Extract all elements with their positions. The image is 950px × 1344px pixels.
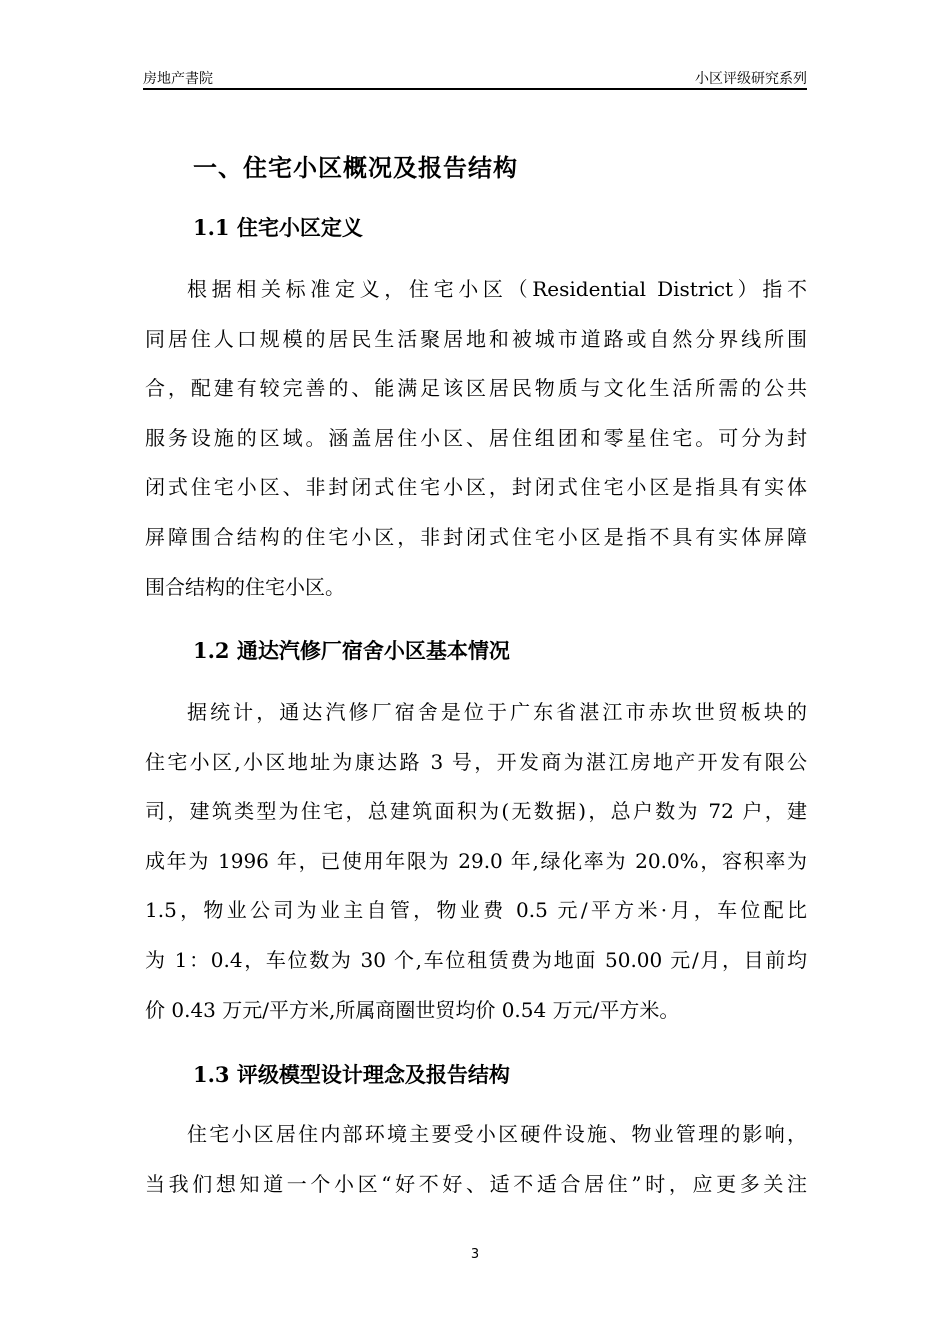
text-line: 司，建筑类型为住宅，总建筑面积为(无数据)，总户数为 72 户，建 [145, 799, 807, 824]
paragraph-model-design [145, 1110, 807, 1209]
text-line: 根据相关标准定义，住宅小区（Residential District）指不 [187, 277, 807, 301]
paragraph-definition [145, 265, 807, 612]
text-line: 服务设施的区域。涵盖居住小区、居住组团和零星住宅。可分为封 [145, 425, 807, 450]
text-line: 1.5，物业公司为业主自管，物业费 0.5 元/平方米·月，车位配比 [145, 898, 807, 923]
header-divider [143, 88, 807, 90]
heading-1-3: 1.3 评级模型设计理念及报告结构 [193, 1062, 510, 1087]
text-line: 据统计，通达汽修厂宿舍是位于广东省湛江市赤坎世贸板块的 [187, 700, 807, 724]
heading-1-1: 1.1 住宅小区定义 [193, 215, 363, 240]
text-line: 当我们想知道一个小区“好不好、适不适合居住”时，应更多关注 [145, 1171, 807, 1196]
text-line: 为 1：0.4，车位数为 30 个,车位租赁费为地面 50.00 元/月，目前均 [145, 947, 807, 972]
text-line: 住宅小区,小区地址为康达路 3 号，开发商为湛江房地产开发有限公 [145, 749, 807, 774]
page-header [143, 68, 807, 90]
header-series-title: 小区评级研究系列 [695, 71, 807, 87]
text-line: 价 0.43 万元/平方米,所属商圈世贸均价 0.54 万元/平方米。 [145, 997, 680, 1022]
text-line: 成年为 1996 年，已使用年限为 29.0 年,绿化率为 20.0%，容积率为 [145, 848, 807, 873]
text-line: 同居住人口规模的居民生活聚居地和被城市道路或自然分界线所围 [145, 326, 807, 351]
text-line: 围合结构的住宅小区。 [145, 574, 345, 599]
heading-1-2: 1.2 通达汽修厂宿舍小区基本情况 [193, 638, 510, 663]
text-line: 住宅小区居住内部环境主要受小区硬件设施、物业管理的影响， [187, 1122, 807, 1146]
text-line: 闭式住宅小区、非封闭式住宅小区，封闭式住宅小区是指具有实体 [145, 475, 807, 500]
paragraph-basic-info [145, 688, 807, 1035]
text-line: 屏障围合结构的住宅小区，非封闭式住宅小区是指不具有实体屏障 [145, 524, 807, 549]
header-publisher: 房地产書院 [143, 71, 213, 87]
page-number: 3 [470, 1247, 480, 1262]
section-title: 一、住宅小区概况及报告结构 [193, 153, 518, 182]
text-line: 合，配建有较完善的、能满足该区居民物质与文化生活所需的公共 [145, 376, 807, 401]
